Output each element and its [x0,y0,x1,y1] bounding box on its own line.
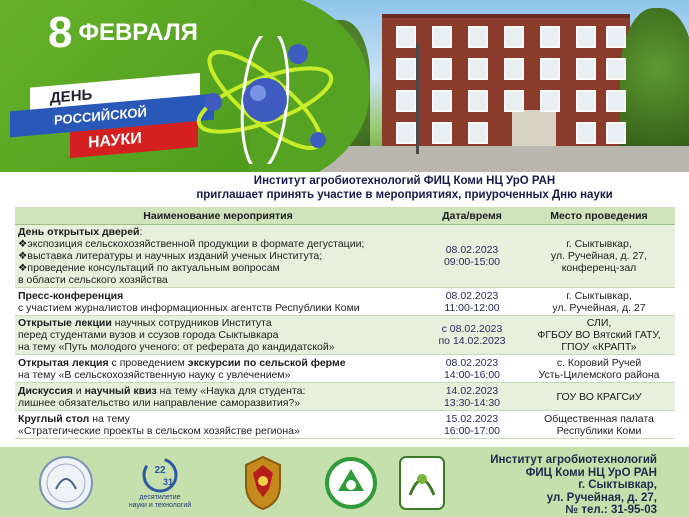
window [504,26,524,48]
place-cell [523,288,675,316]
table-row [15,288,675,316]
window [606,26,626,48]
atom-icon [190,36,340,164]
event-line: с участием журналистов информационных агентств Республики Коми [18,301,360,314]
col-header-place: Место проведения [523,207,675,225]
window [468,90,488,112]
window [432,122,452,144]
contact-line: ФИЦ Коми НЦ УрО РАН [525,466,657,479]
window [576,122,596,144]
event-title: Открытая лекция [18,356,109,369]
window [396,122,416,144]
date-cell [421,316,523,355]
event-line: ❖выставка литературы и научных изданий ученых Института; [18,250,323,262]
table-row [15,225,675,288]
decade-years: 31 [162,477,174,487]
place-line: г. Сыктывкар, [566,289,632,302]
event-cell [15,316,421,355]
event-time: 13:30-14:30 [443,396,501,409]
window [606,58,626,80]
event-title: Открытые лекции [18,317,112,329]
event-cell [15,288,421,316]
place-line: Усть-Цилемского района [538,368,660,381]
komi-logo-icon [322,455,380,511]
flag-line-3: НАУКИ [70,121,198,158]
date-cell [421,355,523,383]
invitation-line-2: приглашает принять участие в мероприятиях, приуроченных Дню науки [196,189,613,201]
place-cell [523,383,675,411]
event-date: 08.02.2023 [445,356,499,369]
date-cell [421,288,523,316]
window [540,90,560,112]
event-line: на тему «Путь молодого ученого: от реферата до кандидатской» [18,341,335,353]
flag-line-2: РОССИЙСКОЙ [10,94,214,138]
place-cell [523,355,675,383]
window [576,26,596,48]
event-time: по 14.02.2023 [438,335,506,347]
event-title: Круглый стол [18,412,90,425]
footer [0,447,689,517]
date-month: ФЕВРАЛЯ [78,19,198,46]
event-date: 08.02.2023 [445,289,499,302]
science-day-flag [10,75,180,170]
event-title-bold: научный квиз [84,384,157,397]
event-title: Дискуссия [18,384,73,397]
building-entrance [512,110,556,146]
window [432,26,452,48]
place-line: с. Коровий Ручей [556,356,642,369]
table-header-row [15,207,675,225]
window [504,90,524,112]
decade-label-1: десятилетие [139,494,181,501]
col-header-date: Дата/время [421,207,523,225]
col-header-name: Наименование мероприятия [15,207,421,225]
date-day: 8 [48,8,73,57]
event-title-suffix: на тему [89,412,130,425]
window [540,58,560,80]
window [432,58,452,80]
contact-line: Институт агробиотехнологий [490,454,657,466]
invitation-line-1: Институт агробиотехнологий ФИЦ Коми НЦ УрО РАН [253,175,556,187]
contact-line: г. Сыктывкар, [578,479,657,491]
contact-block [490,454,657,517]
place-cell [523,316,675,355]
tree [620,8,689,158]
place-line: СЛИ, [586,317,612,329]
window [576,58,596,80]
decade-label-2: науки и технологий [128,502,192,509]
event-date: 08.02.2023 [445,244,499,256]
event-title-suffix: научных сотрудников Института [111,317,272,329]
window [606,90,626,112]
event-time: 14:00-16:00 [443,368,501,381]
place-line: Республики Коми [556,424,642,437]
decade-years: 22 [154,465,166,476]
event-line: ❖экспозиция сельскохозяйственной продукции в формате дегустации; [18,238,365,250]
event-time: 09:00-15:00 [443,256,501,268]
window [540,26,560,48]
place-cell [523,411,675,439]
window [468,58,488,80]
flag-line-1: ДЕНЬ [30,73,200,114]
place-line: Общественная палата [544,412,654,425]
event-cell [15,355,421,383]
event-title-suffix: на тему «Наука для студента: [156,384,306,397]
invitation [0,174,689,202]
event-line: на тему «В сельскохозяйственную науку с увлечением» [18,368,291,381]
event-title: День открытых дверей [18,226,140,238]
window [432,90,452,112]
event-title-suffix: с проведением [108,356,188,369]
place-line: ГОУ ВО КРАГСиУ [556,390,642,403]
courtyard [300,146,689,172]
place-line: конференц-зал [561,262,637,274]
place-line: ул. Ручейная, д. 27, [550,250,648,262]
event-cell [15,411,421,439]
window [396,90,416,112]
window [606,122,626,144]
table-row [15,316,675,355]
institute-logo-icon [398,455,446,511]
window [396,58,416,80]
event-line: в области сельского хозяйства [18,274,168,286]
place-line: ул. Ручейная, д. 27 [552,301,646,314]
date-cell [421,411,523,439]
event-title-bold: экскурсии по сельской ферме [187,356,346,369]
event-title-suffix: и [72,384,85,397]
place-line: г. Сыктывкар, [566,238,632,250]
event-line: ❖проведение консультаций по актуальным вопросам [18,262,280,274]
table-row [15,383,675,411]
event-title: Пресс-конференция [18,289,124,302]
emblem-icon [236,453,290,513]
contact-phone: № тел.: 31-95-03 [565,504,657,516]
event-title-suffix: : [139,226,143,238]
event-line: «Стратегические проекты в сельском хозяйстве региона» [18,424,300,437]
place-line: ГПОУ «КРАПТ» [561,341,637,353]
decade-logo-icon [128,457,192,509]
window [468,26,488,48]
window [504,58,524,80]
date-cell [421,225,523,288]
ras-logo-icon [38,455,94,511]
window [468,122,488,144]
date-cell [421,383,523,411]
table-row [15,355,675,383]
event-date: с 08.02.2023 [441,323,503,335]
place-cell [523,225,675,288]
events-table [15,207,675,439]
table-row [15,411,675,439]
window [576,90,596,112]
event-date [48,8,198,58]
event-cell [15,383,421,411]
event-date: 15.02.2023 [445,412,499,425]
window [396,26,416,48]
event-line: перед студентами вузов и ссузов города Сыктывкара [18,329,279,341]
place-line: ФГБОУ ВО Вятский ГАТУ, [537,329,661,341]
event-line: лишнее обязательство или направление саморазвития?» [18,396,301,409]
event-cell [15,225,421,288]
contact-line: ул. Ручейная, д. 27, [546,491,657,504]
event-date: 14.02.2023 [445,384,499,397]
event-time: 16:00-17:00 [443,424,501,437]
street-lamp [416,44,419,154]
event-time: 11:00-12:00 [444,301,500,314]
